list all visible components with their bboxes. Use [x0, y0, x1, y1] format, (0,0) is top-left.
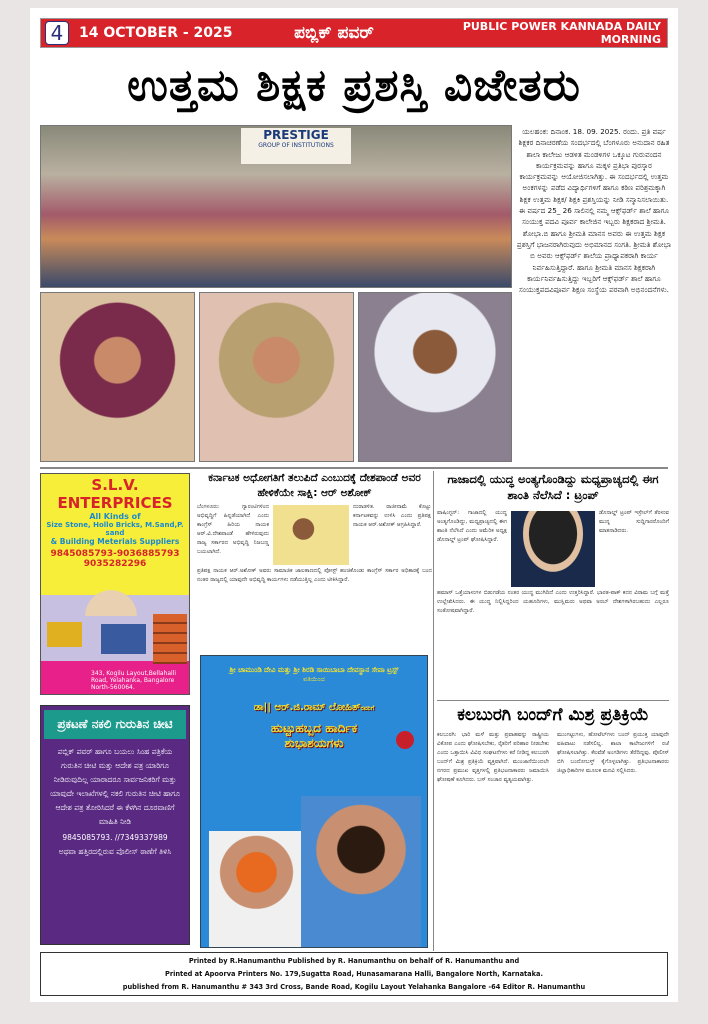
masthead-bar [40, 18, 668, 48]
ad-sponsor-sub: ವತಿಯಿಂದ [303, 675, 325, 683]
fake-id-notice [40, 705, 190, 945]
page-number: 4 [45, 21, 69, 45]
imprint-line: published from R. Hanumanthu # 343 3rd Cross, Bande Road, Kogilu Layout Yelahanka Bangalore -64 Editor R. Hanumanthu [122, 983, 586, 991]
issue-date: 14 OCTOBER - 2025 [79, 25, 233, 41]
honoree-suffix: ರವರಿಗೆ [360, 705, 375, 712]
ad-honoree [201, 702, 427, 713]
sand-pile-image [81, 586, 141, 616]
truck-image [101, 624, 146, 654]
slv-enterprises-ad [40, 473, 190, 695]
ad-address: 343, Kogilu Layout,Bellahalli Road, Yelahanka, Bangalore North-560064. [91, 670, 177, 691]
ad-line: All Kinds of [89, 512, 141, 521]
honoree-photo-left [209, 831, 304, 948]
award-photo-2 [199, 292, 354, 462]
excavator-image [47, 622, 82, 647]
article-headline: ಕರ್ನಾಟಕ ಅಧೋಗತಿಗೆ ತಲುಪಿದೆ ಎಂಬುದಕ್ಕೆ ದೇಶಪಾಂಡೆ ಅವರ ಹೇಳಿಕೆಯೇ ಸಾಕ್ಷಿ: ಆರ್ ಅಶೋಕ್ [208, 472, 421, 499]
section-divider [40, 467, 668, 469]
paper-tagline: PUBLIC POWER KANNADA DAILY MORNING [462, 20, 661, 46]
ad-title: S.L.V. ENTERPRICES [57, 476, 173, 512]
notice-footer: ಅಥವಾ ಹತ್ತಿರದಲ್ಲಿರುವ ಪೊಲೀಸ್ ಠಾಣೆಗೆ ತಿಳಿಸಿ [58, 847, 172, 856]
ad-sponsor: ಶ್ರೀ ಚಾಮುಂಡಿ ದೇವಿ ಮತ್ತು ಶ್ರೀ ಶಿರಡಿ ಸಾಯಿಬಾಬಾ ದೇವಸ್ಥಾನ ಸೇವಾ ಟ್ರಸ್ಟ್ [229, 666, 399, 674]
notice-phones: 9845085793. //7349337989 [62, 833, 168, 842]
banner-subtitle: GROUP OF INSTITUTIONS [258, 142, 334, 149]
paper-name: ಪಬ್ಲಿಕ್ ಪವರ್ [294, 23, 374, 43]
article-body: ಬೆಂಗಳೂರು: ಗ್ಯಾರಂಟಿಗಳಿಂದ ಅಭಿವೃದ್ಧಿಗೆ ಹಿನ್ನಡೆಯಾಗಿದೆ ಎಂದು ಕಾಂಗ್ರೆಸ್ ಹಿರಿಯ ನಾಯಕ ಆರ್.ವಿ.ದೇಶಪಾಂಡೆ ಹೇಳಿರುವುದು ರಾಜ್ಯ ಸರ್ಕಾರದ ಅಭಿವೃದ್ಧಿ ನಿಜಬಣ್ಣ ಬಯಲಾಗಿದೆ. [197, 504, 269, 555]
main-headline: ಉತ್ತಮ ಶಿಕ್ಷಕ ಪ್ರಶಸ್ತಿ ವಿಜೇತರು [127, 60, 581, 111]
imprint-footer [40, 952, 668, 996]
wish-line: ಹುಟ್ಟುಹಬ್ಬದ ಹಾರ್ದಿಕ [270, 721, 358, 735]
group-photo [40, 125, 512, 288]
flower-icon [396, 731, 414, 749]
award-photo-1 [40, 292, 195, 462]
article-body: ಪ್ರತಿಪಕ್ಷ ನಾಯಕ ಆರ್.ಅಶೋಕ್ ಅವರು ಸಾಮಾಜಿಕ ಜಾಲತಾಣದಲ್ಲಿ ಪೋಸ್ಟ್ ಹಂಚಿಕೊಂಡು ಕಾಂಗ್ರೆಸ್ ಸರ್ಕಾರ ಅಧಿಕಾರಕ್ಕೆ ಬಂದ ನಂತರ ರಾಜ್ಯದಲ್ಲಿ ಯಾವುದೇ ಅಭಿವೃದ್ಧಿ ಕಾರ್ಯಗಳು ನಡೆಯುತ್ತಿಲ್ಲ ಎಂದು ಟೀಕಿಸಿದ್ದಾರೆ. [197, 568, 432, 583]
notice-title: ಪ್ರಕಟಣೆ ನಕಲಿ ಗುರುತಿನ ಚೀಟಿ [44, 710, 186, 739]
article-kalaburagi [437, 703, 669, 948]
trump-photo [511, 511, 595, 587]
article-headline: ಗಾಜಾದಲ್ಲಿ ಯುದ್ಧ ಅಂತ್ಯಗೊಂಡಿದ್ದು ಮಧ್ಯಪ್ರಾಚ್ಯದಲ್ಲಿ ಈಗ ಶಾಂತಿ ನೆಲೆಸಿದೆ : ಟ್ರಂಪ್ [447, 472, 659, 502]
birthday-wishes-ad [200, 655, 428, 948]
article-body: ಕಲಬುರಗಿ: ಭಾರಿ ಮಳೆ ಮತ್ತು ಪ್ರವಾಹವನ್ನು ರಾಷ್ಟ್ರೀಯ ವಿಕೋಪ ಎಂದು ಘೋಷಿಸಬೇಕು, ರೈತರಿಗೆ ಪರಿಹಾರ ನೀಡಬೇಕು ಎಂದು ಒತ್ತಾಯಿಸಿ ವಿವಿಧ ಸಂಘಟನೆಗಳು ಕರೆ ನೀಡಿದ್ದ ಕಲಬುರಗಿ ಬಂದ್‌ಗೆ ಮಿಶ್ರ ಪ್ರತಿಕ್ರಿಯೆ ವ್ಯಕ್ತವಾಗಿದೆ. ಮುಂಜಾನೆಯಿಂದಲೇ ನಗರದ ಪ್ರಮುಖ ವೃತ್ತಗಳಲ್ಲಿ ಪ್ರತಿಭಟನಾಕಾರರು ಜಮಾಯಿಸಿ ಘೋಷಣೆ ಕೂಗಿದರು. ಬಸ್ ಸಂಚಾರ ವ್ಯತ್ಯಯವಾಗಿತ್ತು. [437, 732, 549, 783]
ashok-photo [273, 505, 349, 565]
imprint-line: Printed by R.Hanumanthu Published by R. Hanumanthu on behalf of R. Hanumanthu and [188, 957, 520, 965]
notice-body: ಪಬ್ಲಿಕ್ ಪವರ್ ಹಾಗೂ ಬಯಲು ಸಿಂಹ ಪತ್ರಿಕೆಯ ಗುರುತಿನ ಚೀಟಿ ಮತ್ತು ಆದೇಶ ಪತ್ರ ಯಾರಿಗೂ ನೀಡಿರುವುದಿಲ್ಲ ಯಾರಾದರೂ ಸಾರ್ವಜನಿಕರಿಗೆ ಮತ್ತು ಯಾವುದೇ ಇಲಾಖೆಗಳಲ್ಲಿ ನಕಲಿ ಗುರುತಿನ ಚೀಟಿ ಹಾಗೂ ಆದೇಶ ಪತ್ರ ತೋರಿಸಿದರೆ ಈ ಕೆಳಗಿನ ದೂರವಾಣಿಗೆ ಮಾಹಿತಿ ನೀಡಿ [49, 747, 180, 826]
article-body: ಡೊನಾಲ್ಡ್ ಟ್ರಂಪ್ ಇಸ್ರೇಲ್‌ಗೆ ತೆರಳುವ ಮುನ್ನ ಸುದ್ದಿಗಾರರೊಂದಿಗೆ ಮಾತನಾಡಿದರು. [599, 510, 669, 534]
ad-phones: 9035282296 [83, 559, 147, 569]
ad-line: & Building Meterials Suppliers [50, 537, 180, 546]
article-body: ವಾಷಿಂಗ್ಟನ್: ಗಾಜಾದಲ್ಲಿ ಯುದ್ಧ ಅಂತ್ಯಗೊಂಡಿದ್ದು, ಮಧ್ಯಪ್ರಾಚ್ಯದಲ್ಲಿ ಈಗ ಶಾಂತಿ ನೆಲೆಸಿದೆ ಎಂದು ಅಮೆರಿಕ ಅಧ್ಯಕ್ಷ ಡೊನಾಲ್ಡ್ ಟ್ರಂಪ್ ಘೋಷಿಸಿದ್ದಾರೆ. [437, 510, 507, 543]
wish-line: ಶುಭಾಶಯಗಳು [284, 736, 344, 750]
ad-line: Size Stone, Hollo Bricks, M.Sand,P. sand [46, 521, 184, 537]
award-photo-3 [358, 292, 512, 462]
honoree-name: ಡಾ|| ಆರ್.ಜಿ.ರಾಮ್ ಲೋಹಿತ್ [253, 702, 361, 713]
article-headline: ಕಲಬುರಗಿ ಬಂದ್‌ಗೆ ಮಿಶ್ರ ಪ್ರತಿಕ್ರಿಯೆ [457, 705, 649, 725]
imprint-line: Printed at Apoorva Printers No. 179,Sugatta Road, Hunasamarana Halli, Bangalore North, Karnataka. [165, 970, 543, 978]
article-body: ಹಮಾಸ್ ಒತ್ತೆಯಾಳುಗಳ ಬಿಡುಗಡೆಯ ನಂತರ ಯುದ್ಧ ಮುಗಿದಿದೆ ಎಂದು ಉತ್ತರಿಸಿದ್ದಾರೆ. ಭಾರತ-ಪಾಕ್ ಕದನ ವಿರಾಮ ಬಗ್ಗೆ ಮತ್ತೆ ಉಲ್ಲೇಖಿಸಿದರು. ಈ ಯುದ್ಧ ನಿಲ್ಲಿಸಿದ್ದರಿಂದ ಯಹೂದಿಗಳು, ಮುಸ್ಲಿಮರು ಅಥವಾ ಅರಬ್ ದೇಶಗಳಾಗಿರಬಹುದು ಎಲ್ಲರೂ ಸಂತೋಷವಾಗಿದ್ದಾರೆ. [437, 590, 669, 614]
column-rule [433, 471, 434, 951]
article-body: ದುರಾಡಳಿತ. ರಾಜೀನಾಮೆ ಕೊಟ್ಟು ಕರ್ನಾಟಕವನ್ನು ಉಳಿಸಿ ಎಂದು ಪ್ರತಿಪಕ್ಷ ನಾಯಕ ಆರ್.ಅಶೋಕ್ ಆಗ್ರಹಿಸಿದ್ದಾರೆ. [353, 504, 431, 528]
article-trump [437, 471, 669, 699]
newspaper-page [30, 8, 678, 1002]
bricks-image [153, 614, 187, 664]
ad-phones: 9845085793-9036885793 [50, 549, 180, 559]
section-divider [437, 700, 669, 701]
article-body: ಮುಂಗಟ್ಟುಗಳು, ಹೋಟೆಲ್‌ಗಳು ಬಂದ್ ಪ್ರಯುಕ್ತ ಯಾವುದೇ ವಹಿವಾಟು ನಡೆಸಲಿಲ್ಲ. ಶಾಲಾ ಕಾಲೇಜುಗಳಿಗೆ ರಜೆ ಘೋಷಿಸಲಾಗಿತ್ತು. ಕೆಲವೆಡೆ ಅಂಗಡಿಗಳು ತೆರೆದಿದ್ದವು. ಪೊಲೀಸ್ ಬಿಗಿ ಬಂದೋಬಸ್ತ್ ಕೈಗೊಳ್ಳಲಾಗಿತ್ತು. ಪ್ರತಿಭಟನಾಕಾರರು ಜಿಲ್ಲಾಧಿಕಾರಿಗಳ ಮೂಲಕ ಮನವಿ ಸಲ್ಲಿಸಿದರು. [557, 732, 669, 774]
prestige-banner [241, 128, 351, 164]
honoree-photo-right [301, 796, 421, 948]
article-ashok [197, 471, 432, 651]
lead-story-text: ಯಲಹಂಕ: ದಿನಾಂಕ. 18. 09. 2025. ರಂದು. ಪ್ರತಿ ವರ್ಷ ಶಿಕ್ಷಕರ ದಿನಾಚರಣೆಯ ಸಂದರ್ಭದಲ್ಲಿ ಬೆಂಗಳೂರು ಅನುದಾನ ರಹಿತ ಶಾಲಾ ಕಾಲೇಜು ಆಡಳಿತ ಮಂಡಳಿಗಳ ಒಕ್ಕೂಟ ಗುರುವಂದನ ಕಾರ್ಯಕ್ರಮವನ್ನು ಹಾಗೂ ಮಕ್ಕಳ ಪ್ರತಿಭಾ ಪುರಸ್ಕಾರ ಕಾರ್ಯಕ್ರಮವನ್ನು ಆಯೋಜಿಸಲಾಗಿತ್ತು. ಈ ಸಂದರ್ಭದಲ್ಲಿ ಉತ್ತಮ ಅಂಕಗಳನ್ನು ಪಡೆದ ವಿದ್ಯಾರ್ಥಿಗಳಿಗೆ ಹಾಗೂ ಕಠಿಣ ಪರಿಶ್ರಮಕ್ಕಾಗಿ ಶಿಕ್ಷಕ ಉತ್ತಮ ಶಿಕ್ಷಕ/ ಶಿಕ್ಷಕಿ ಪ್ರಶಸ್ತಿಯನ್ನು ನೀಡಿ ಸನ್ಮಾನಿಸಲಾಯಿತು. ಈ ವರ್ಷದ 25_ 26 ಸಾಲಿನಲ್ಲಿ ನಮ್ಮ ಆಕ್ಸ್‌ಫರ್ಡ್ ಶಾಲೆ ಹಾಗೂ ಸಂಯುಕ್ತ ಪದವಿ ಪೂರ್ವ ಕಾಲೇಜಿನ ಇಬ್ಬರು ಶಿಕ್ಷಕರಾದ ಶ್ರೀಮತಿ. ಶೋಭಾ.ಬಿ ಹಾಗೂ ಶ್ರೀಮತಿ ಮಾನಸ ಅವರು ಈ ಉತ್ತಮ ಶಿಕ್ಷಕ ಪ್ರಶಸ್ತಿಗೆ ಭಾಜನರಾಗಿರುವುದು ಅಭಿಮಾನದ ಸಂಗತಿ. ಶ್ರೀಮತಿ ಶೋಭಾ ಬಿ ಅವರು ಆಕ್ಸ್‌ಫರ್ಡ್ ಶಾಲೆಯ ಪ್ರಾಧ್ಯಾಪಕರಾಗಿ ಕಾರ್ಯ ನಿರ್ವಹಿಸುತ್ತಿದ್ದಾರೆ. ಹಾಗೂ ಶ್ರೀಮತಿ ಮಾನಸ ಶಿಕ್ಷಕರಾಗಿ ಕಾರ್ಯನಿರ್ವಹಿಸುತ್ತಿದ್ದು ಇಬ್ಬರಿಗೆ ಆಕ್ಸ್‌ಫರ್ಡ್ ಶಾಲೆ ಹಾಗೂ ಸಂಯುಕ್ತಪದವಿಪೂರ್ವ ಶಿಕ್ಷಣ ಸಂಸ್ಥೆಯ ಪರವಾಗಿ ಅಭಿನಂದನೆಗಳು. [516, 127, 672, 295]
banner-title: PRESTIGE [263, 128, 329, 142]
